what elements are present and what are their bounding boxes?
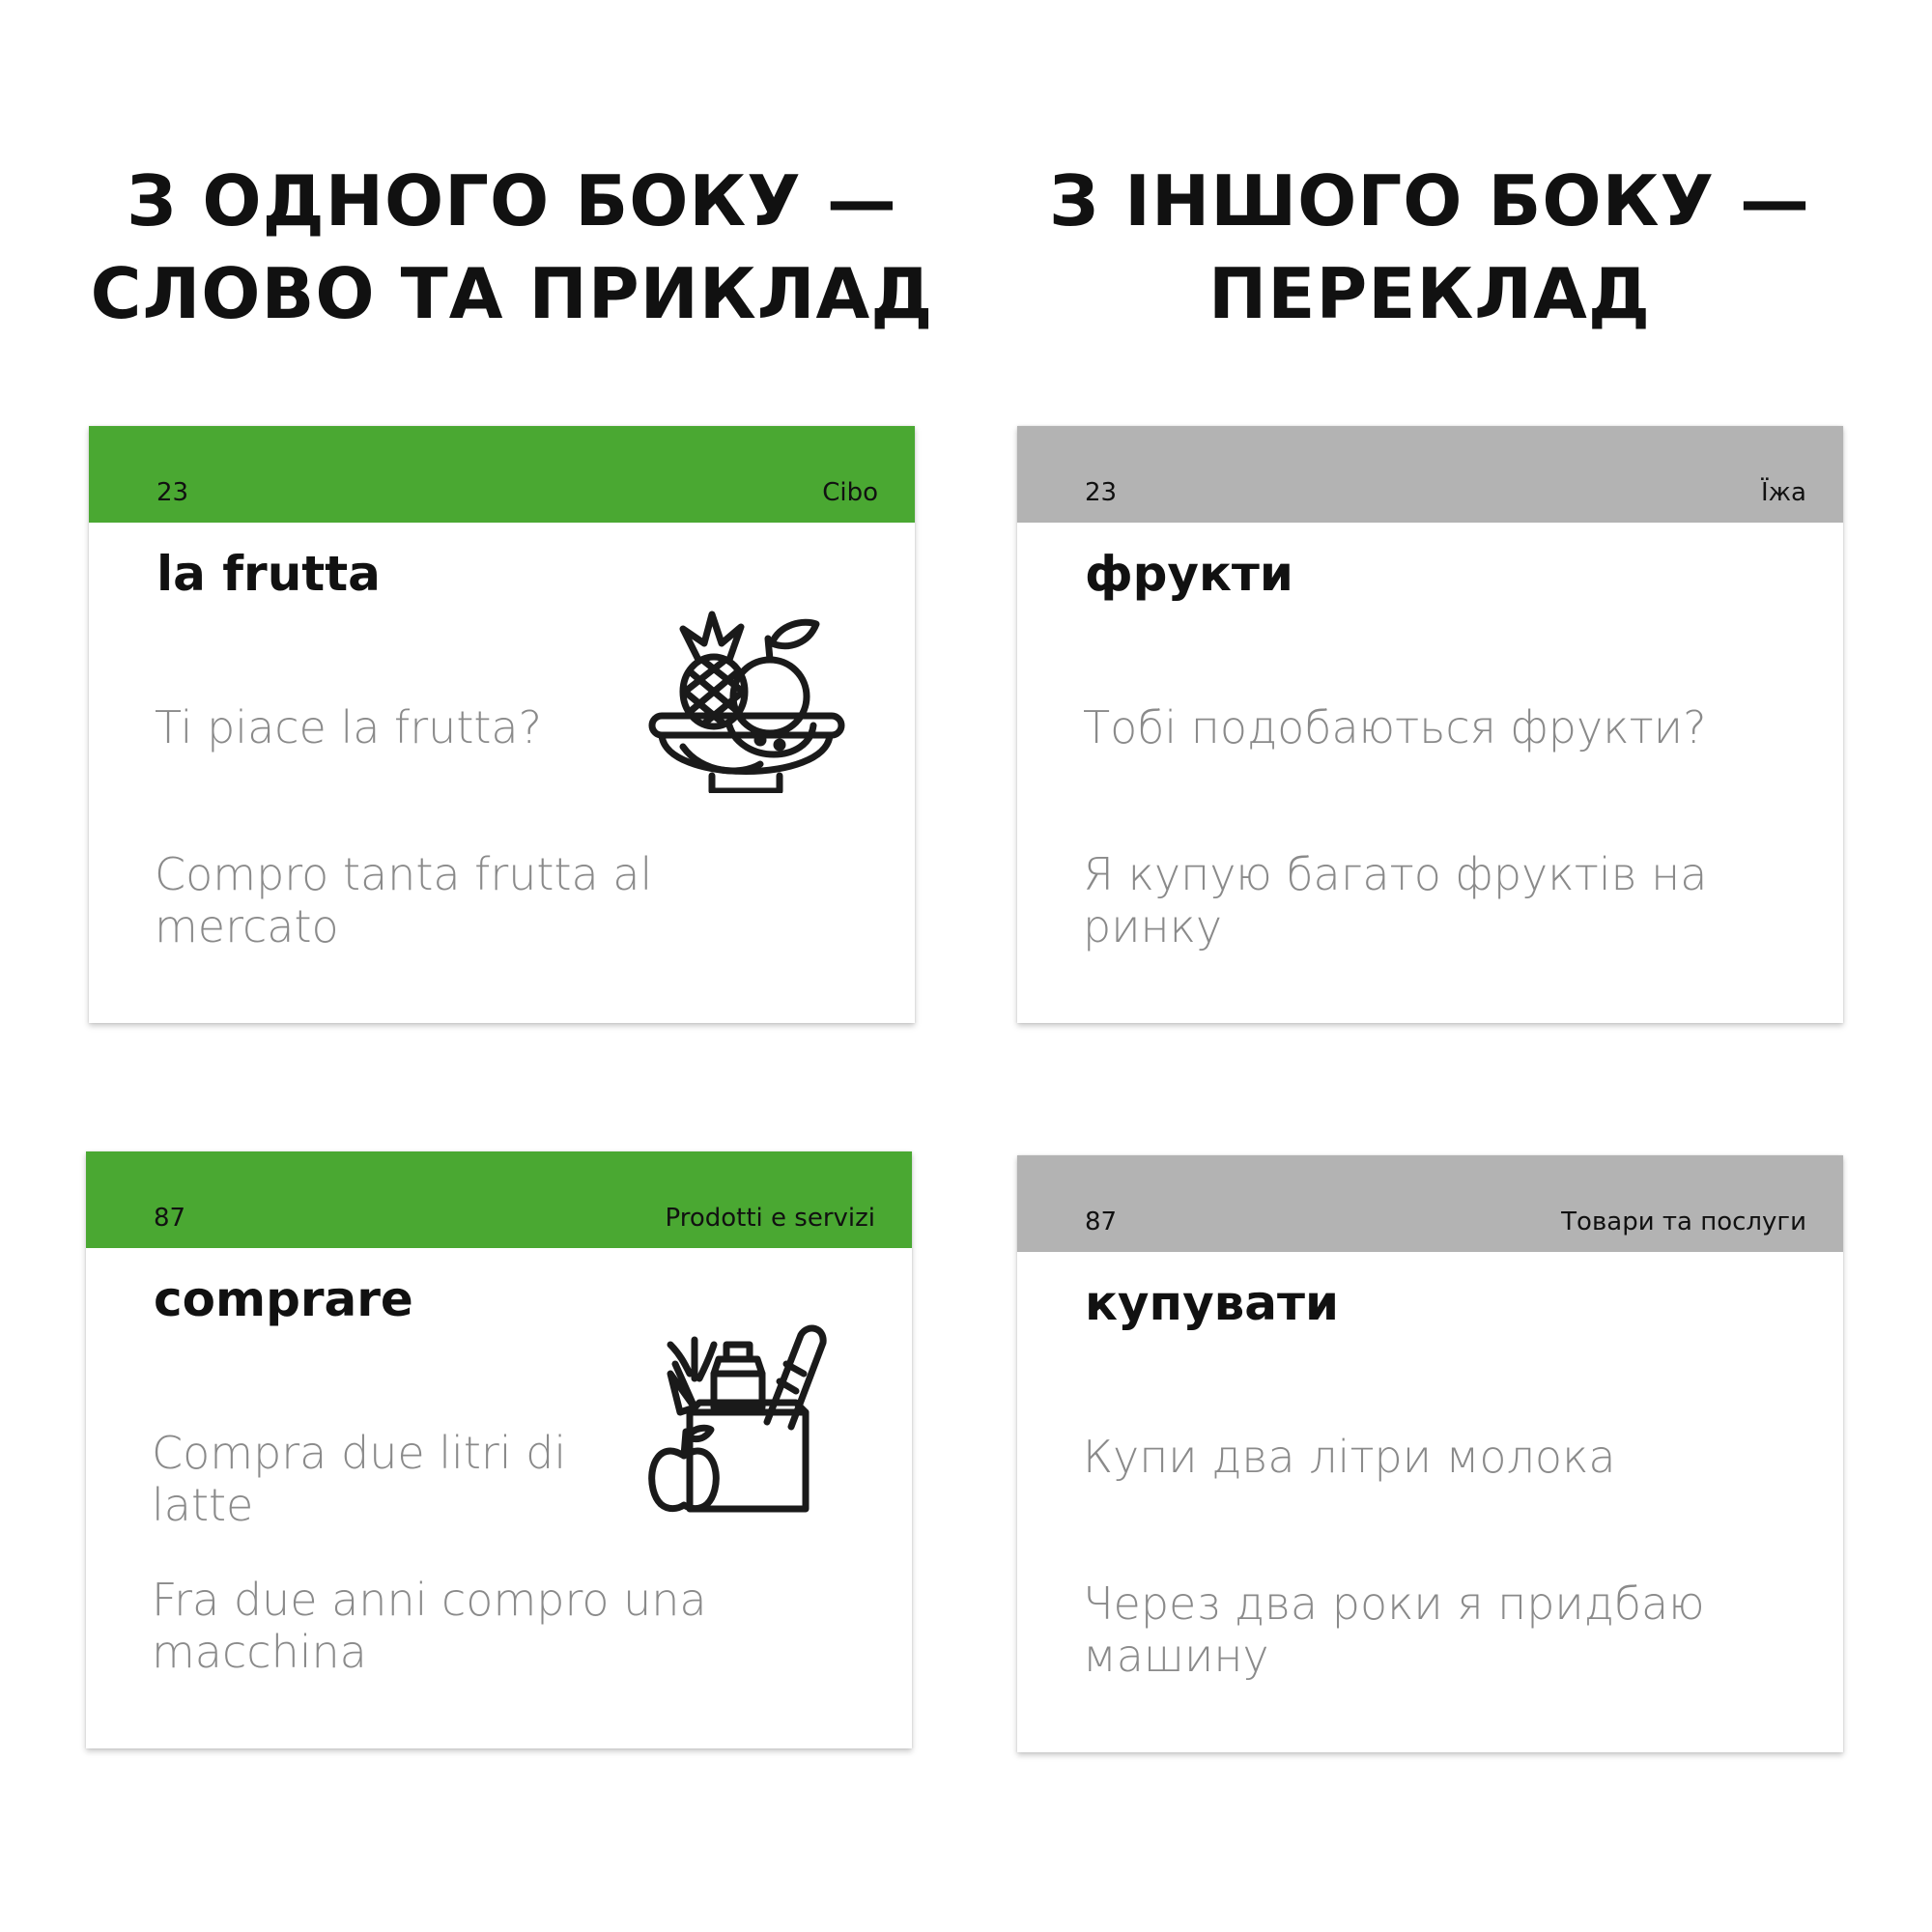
front-side-heading-line2: СЛОВО ТА ПРИКЛАД <box>90 253 934 334</box>
card-example-2: Fra due anni compro una macchina <box>152 1574 707 1678</box>
card-example-1: Тобі подобаються фрукти? <box>1083 701 1707 753</box>
card-example-1: Ti piace la frutta? <box>155 701 542 753</box>
fruit-bowl-icon <box>644 590 847 793</box>
card-number: 23 <box>1085 478 1118 507</box>
card-number: 87 <box>154 1204 186 1233</box>
front-side-heading-line1: З ОДНОГО БОКУ — <box>127 160 897 242</box>
card-example-1: Купи два літри молока <box>1083 1431 1616 1483</box>
flashcard-back-comprare <box>1017 1155 1843 1752</box>
card-category: Prodotti e servizi <box>665 1204 875 1233</box>
card-header-band <box>89 426 915 523</box>
card-example-1: Compra due litri di latte <box>152 1427 567 1531</box>
card-header-band <box>1017 426 1843 523</box>
flashcard-front-comprare <box>86 1151 912 1748</box>
card-header-band <box>1017 1155 1843 1252</box>
grocery-bag-icon <box>641 1316 844 1519</box>
card-header-band <box>86 1151 912 1248</box>
card-example-2: Я купую багато фруктів на ринку <box>1083 848 1708 952</box>
card-word: comprare <box>154 1271 413 1327</box>
card-category: Cibo <box>822 478 878 507</box>
card-example-2: Через два роки я придбаю машину <box>1083 1577 1705 1682</box>
flashcard-front-frutta <box>89 426 915 1023</box>
card-category: Товари та послуги <box>1561 1208 1806 1236</box>
card-word: купувати <box>1085 1275 1340 1331</box>
card-word: la frutta <box>156 546 381 602</box>
back-side-heading-line2: ПЕРЕКЛАД <box>1208 253 1651 334</box>
card-example-2: Compro tanta frutta al mercato <box>155 848 653 952</box>
back-side-heading-line1: З ІНШОГО БОКУ — <box>1048 160 1811 242</box>
card-number: 23 <box>156 478 189 507</box>
flashcard-back-frutta <box>1017 426 1843 1023</box>
back-side-heading <box>995 155 1864 340</box>
card-word: фрукти <box>1085 546 1293 602</box>
front-side-heading <box>77 155 947 340</box>
card-category: Їжа <box>1760 478 1806 507</box>
card-number: 87 <box>1085 1208 1118 1236</box>
